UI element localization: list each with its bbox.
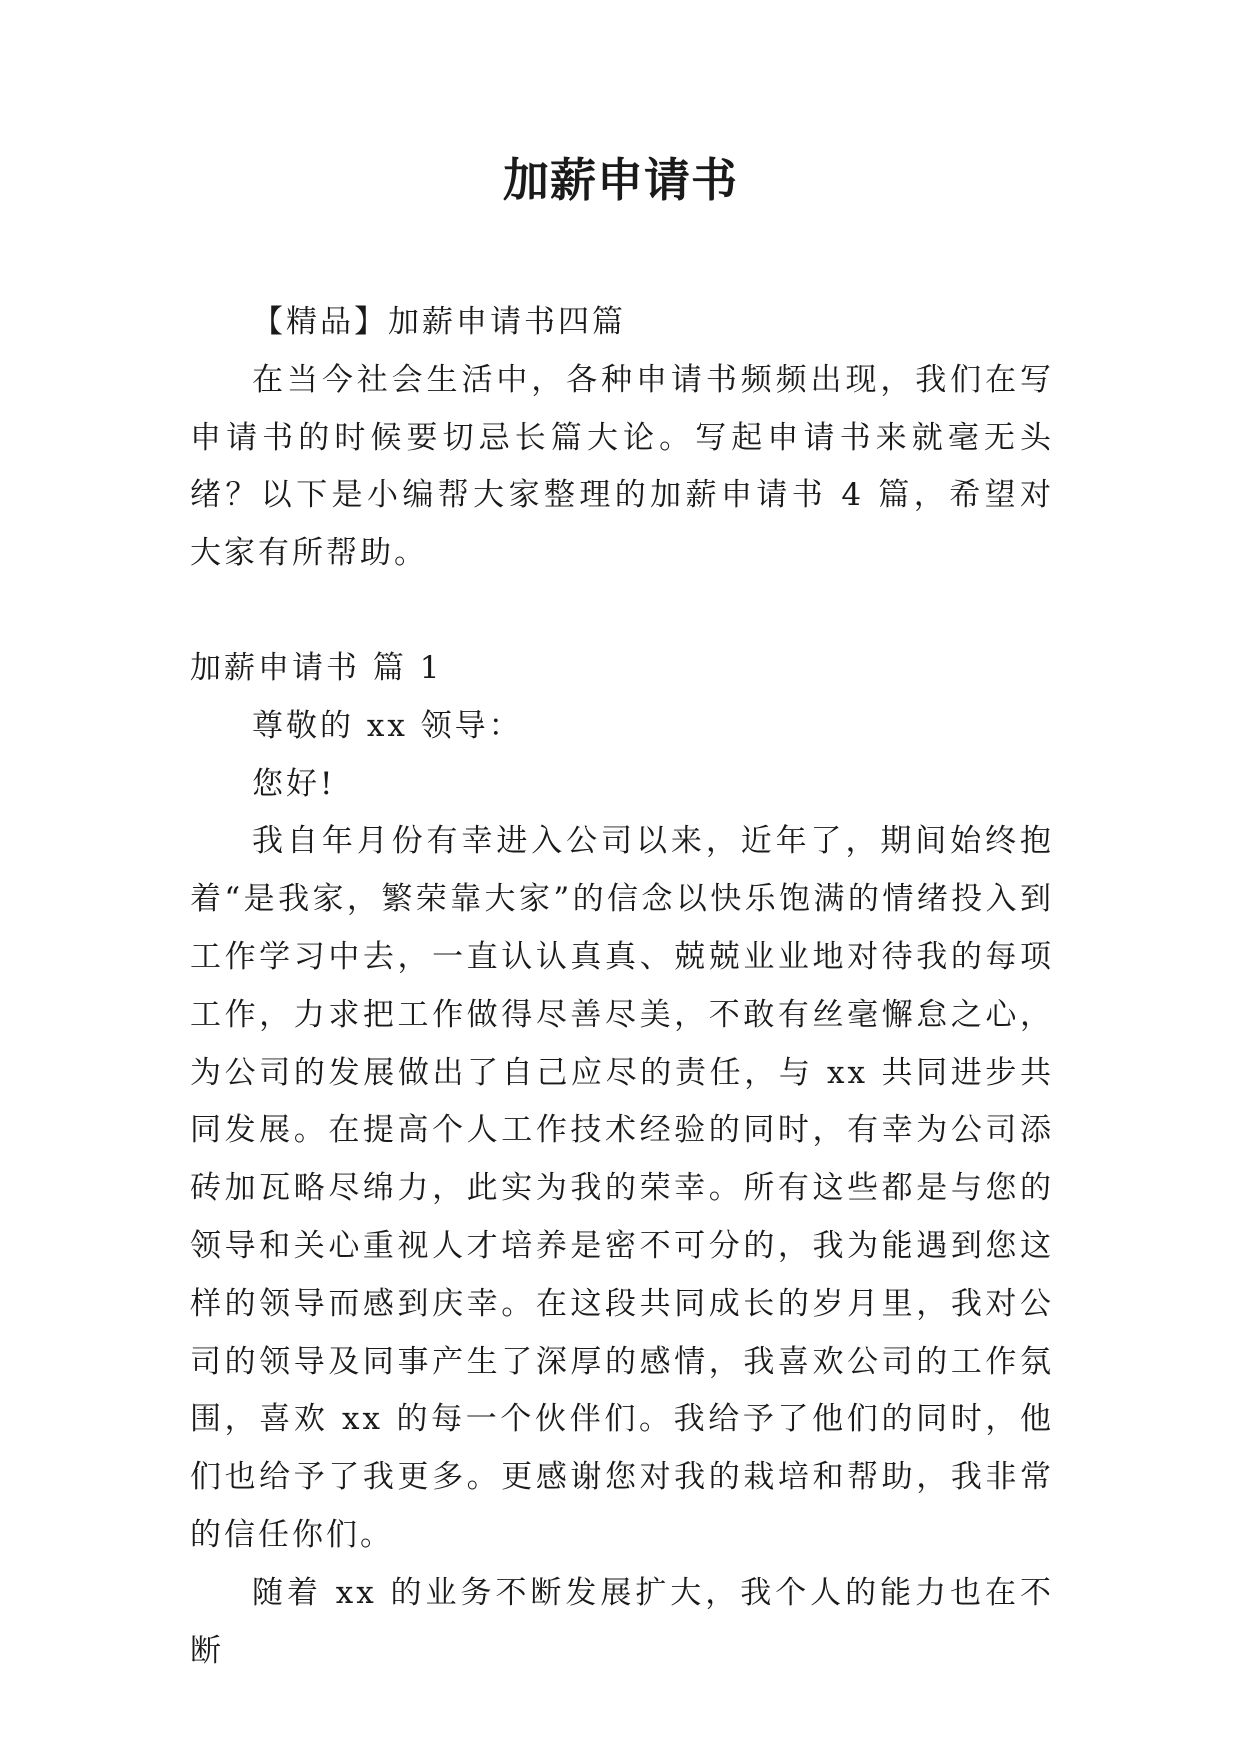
intro-heading: 【精品】加薪申请书四篇 — [252, 304, 626, 340]
greeting: 您好! — [252, 765, 336, 802]
letter-paragraph-2: 随着 xx 的业务不断发展扩大，我个人的能力也在不断 — [190, 1574, 1054, 1669]
intro-paragraph: 在当今社会生活中，各种申请书频频出现，我们在写申请书的时候要切忌长篇大论。写起申请书来就毫无头绪？以下是小编帮大家整理的加薪申请书 4 篇，希望对大家有所帮助。 — [190, 361, 1054, 572]
section-heading: 加薪申请书 篇 1 — [190, 650, 443, 686]
document-title: 加薪申请书 — [503, 153, 738, 207]
letter-paragraph-1: 我自年月份有幸进入公司以来，近年了，期间始终抱着“是我家，繁荣靠大家”的信念以快乐饱满的情绪投入到工作学习中去，一直认认真真、兢兢业业地对待我的每项工作，力求把工作做得尽善尽美，不敢有丝毫懈怠之心，为公司的发展做出了自己应尽的责任，与 xx 共同进步共同发展。在提高个人工作技术经验的同时，有幸为公司添砖加瓦略尽绵力，此实为我的荣幸。所有这些都是与您的领导和关心重视人才培养是密不可分的，我为能遇到您这样的领导而感到庆幸。在这段共同成长的岁月里，我对公司的领导及同事产生了深厚的感情，我喜欢公司的工作氛围，喜欢 xx 的每一个伙伴们。我给予了他们的同时，他们也给予了我更多。更感谢您对我的栽培和帮助，我非常的信任你们。 — [190, 823, 1054, 1553]
salutation: 尊敬的 xx 领导： — [252, 707, 523, 744]
letter-block — [190, 640, 1054, 1680]
intro-block — [190, 294, 1054, 583]
